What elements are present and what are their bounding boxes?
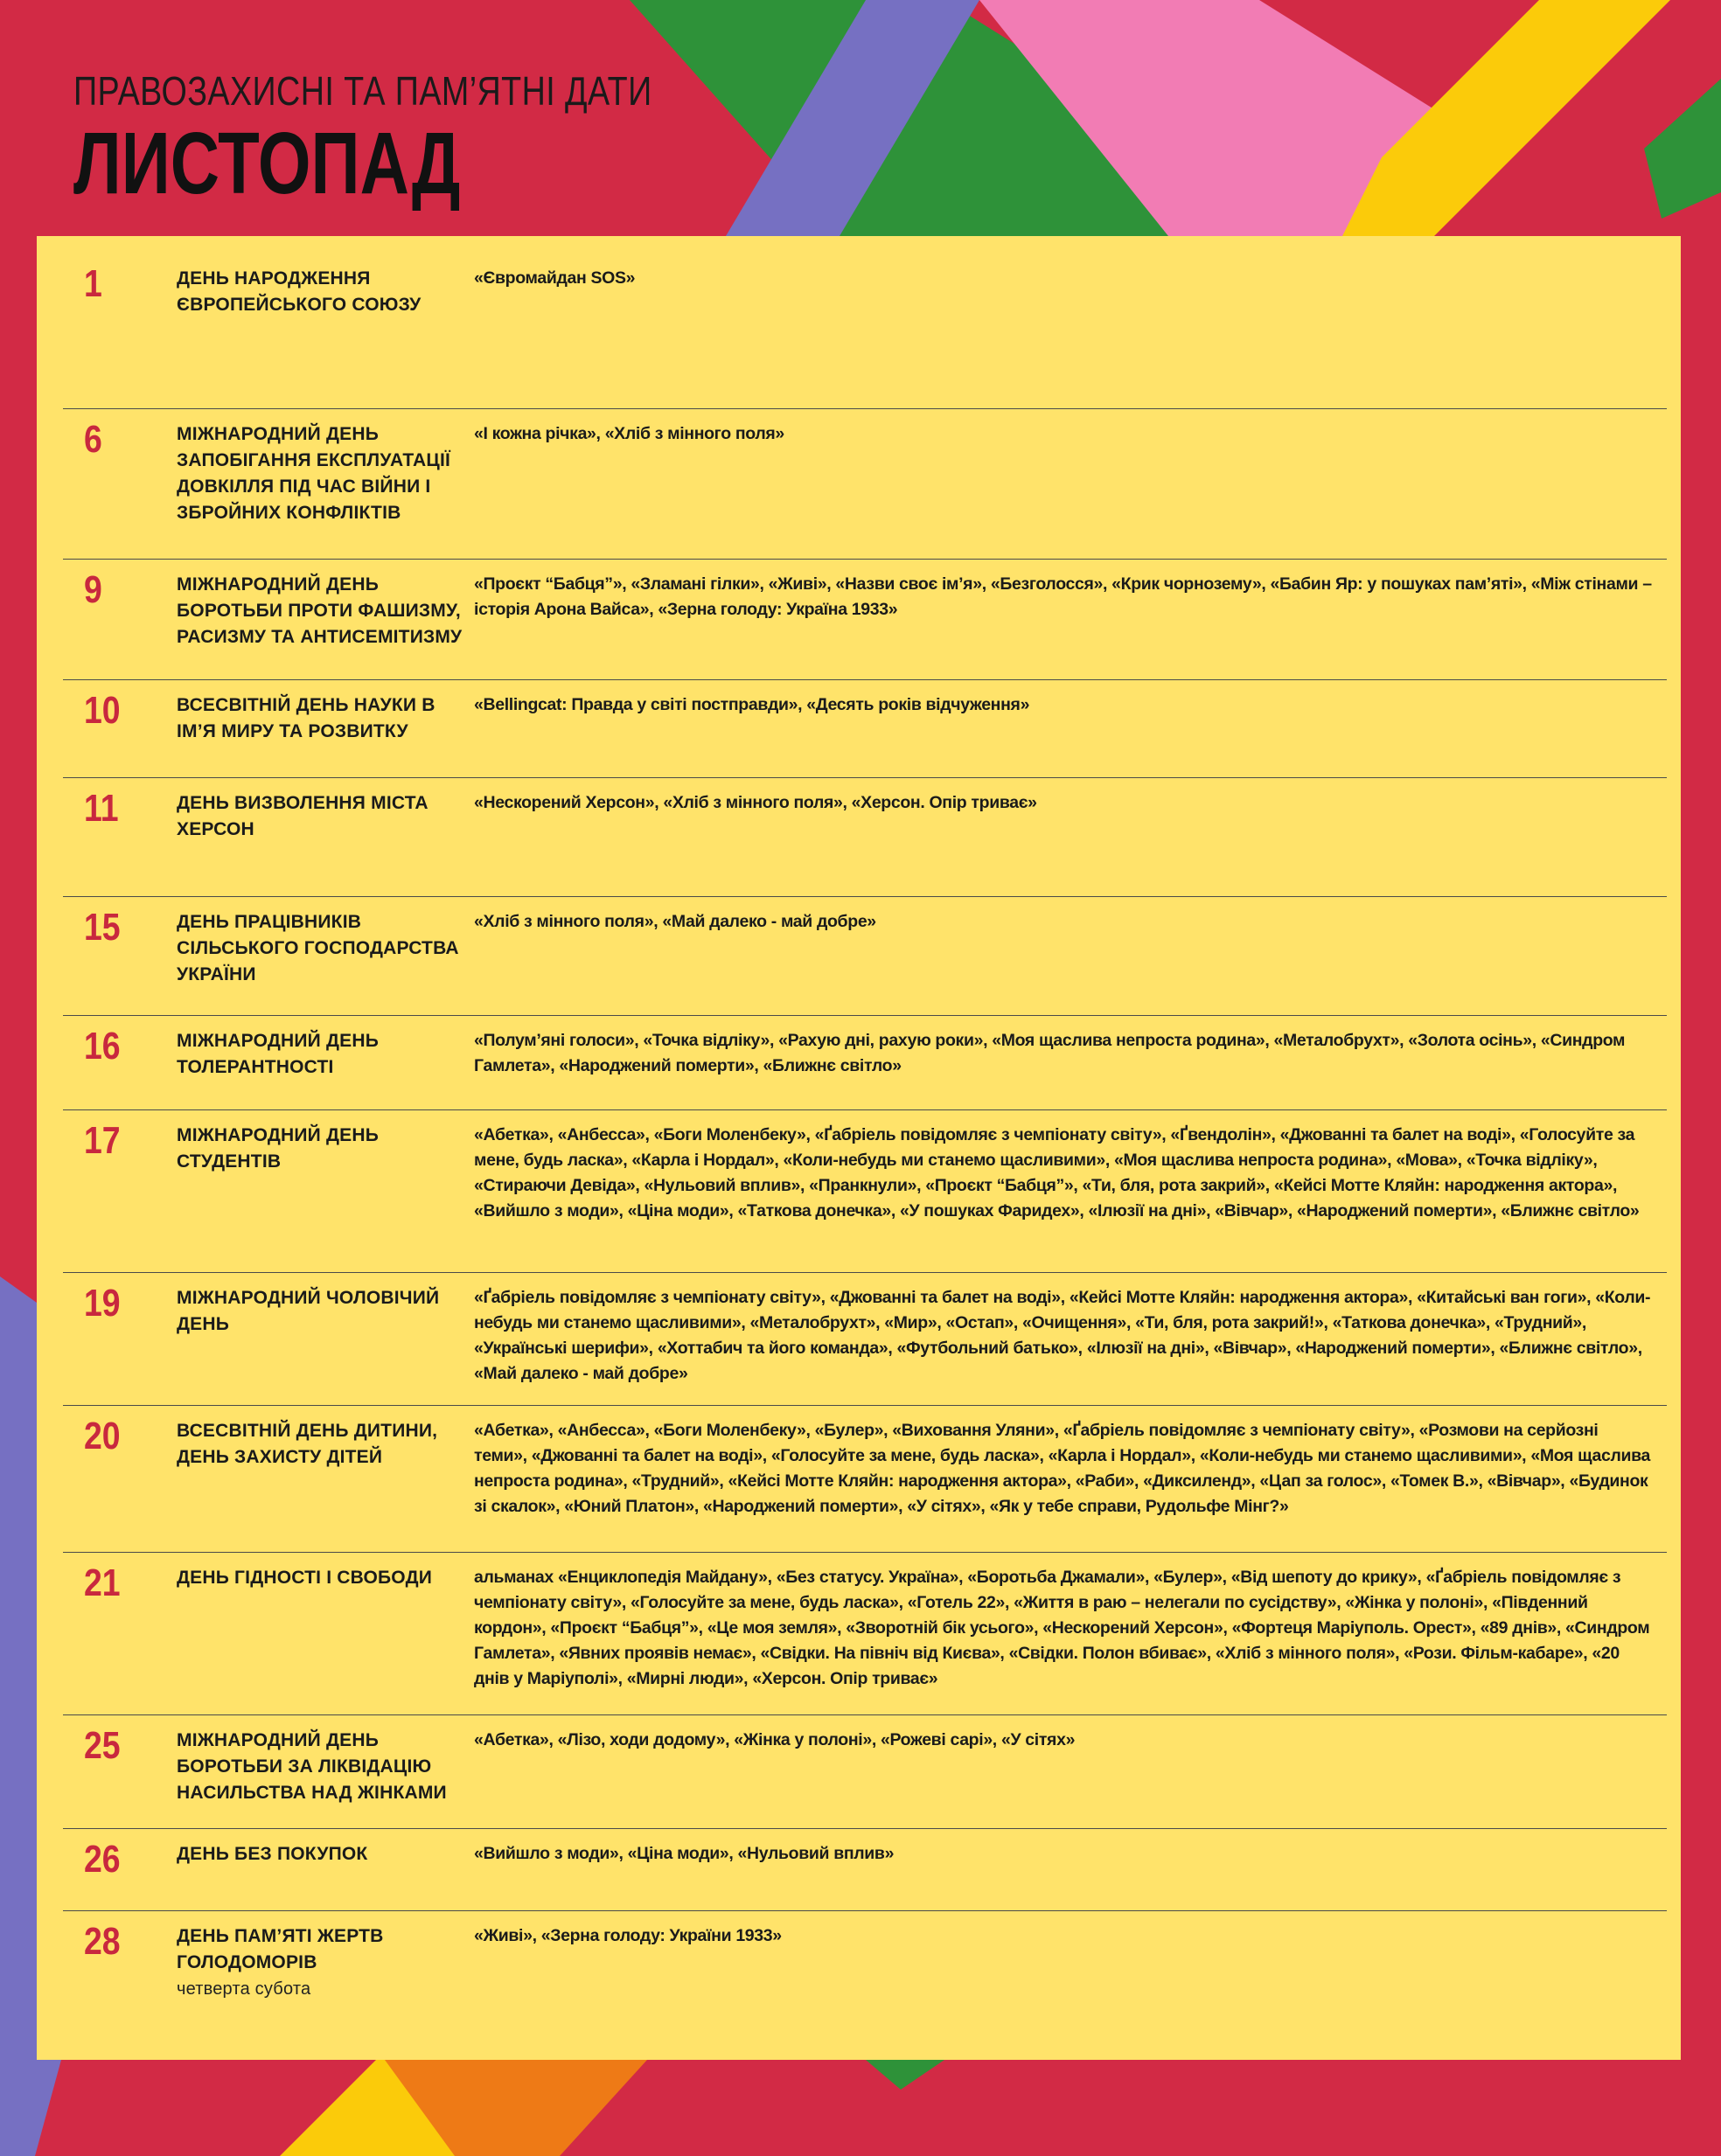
- occasion-title-text: ДЕНЬ ПАМ’ЯТІ ЖЕРТВ ГОЛОДОМОРІВ: [177, 1926, 384, 1972]
- page-subtitle: ПРАВОЗАХИСНІ ТА ПАМ’ЯТНІ ДАТИ: [73, 68, 652, 114]
- table-row: [63, 254, 1667, 409]
- stripe-green-bottom: [866, 2060, 944, 2090]
- day-number: 9: [84, 568, 102, 611]
- occasion-title: ДЕНЬ БЕЗ ПОКУПОК: [177, 1844, 368, 1864]
- occasion-title: МІЖНАРОДНИЙ ДЕНЬ БОРОТЬБИ ЗА ЛІКВІДАЦІЮ НАСИЛЬСТВА НАД ЖІНКАМИ: [177, 1730, 447, 1803]
- table-row: [63, 1553, 1667, 1715]
- film-list: «Bellingcat: Правда у світі постправди», «Десять років відчуження»: [474, 695, 1030, 714]
- film-list: «Абетка», «Анбесса», «Боги Моленбеку», «Ґабріель повідомляє з чемпіонату світу», «Ґвендолін», «Джованні та балет на воді», «Голосуйте за мене, будь ласка», «Карла і Нордал», «Коли-небудь ми станемо щасливими», «Моя щаслива непроста родина», «Мова», «Точка відліку», «Стираючи Девіда», «Нульовий вплив», «Пранкнули», «Проєкт “Бабця”», «Ти, бля, рота закрий», «Кейсі Мотте Кляйн: народження актора», «Вийшло з моди», «Ціна моди», «Таткова донечка», «У пошуках Фаридех», «Ілюзії на дні», «Вівчар», «Народжений померти», «Ближнє світло»: [474, 1125, 1640, 1221]
- table-row: [63, 1273, 1667, 1406]
- table-row: [63, 1715, 1667, 1829]
- occasion-title: ДЕНЬ ВИЗВОЛЕННЯ МІСТА ХЕРСОН: [177, 793, 429, 839]
- film-list: альманах «Енциклопедія Майдану», «Без статусу. Україна», «Боротьба Джамали», «Булер», «Від шепоту до крику», «Ґабріель повідомляє з чемпіонату світу», «Голосуйте за мене, будь ласка», «Готель 22», «Життя в раю – нелегали по сусідству», «Жінка у полоні», «Південний кордон», «Проєкт “Бабця”», «Це моя земля», «Зворотній бік усього», «Нескорений Херсон», «Фортеця Маріуполь. Орест», «89 днів», «Синдром Гамлета», «Явних проявів немає», «Свідки. На північ від Києва», «Свідки. Полон вбиває», «Хліб з мінного поля», «Рози. Фільм-кабаре», «20 днів у Маріуполі», «Мирні люди», «Херсон. Опір триває»: [474, 1568, 1650, 1688]
- table-row: [63, 1110, 1667, 1273]
- day-number: 20: [84, 1415, 121, 1457]
- day-number: 28: [84, 1920, 121, 1963]
- table-row: [63, 1829, 1667, 1911]
- day-number: 21: [84, 1561, 121, 1604]
- film-list: «Полум’яні голоси», «Точка відліку», «Рахую дні, рахую роки», «Моя щаслива непроста родина», «Металобрухт», «Золота осінь», «Синдром Гамлета», «Народжений померти», «Ближнє світло»: [474, 1031, 1626, 1075]
- film-list: «Нескорений Херсон», «Хліб з мінного поля», «Херсон. Опір триває»: [474, 793, 1037, 812]
- film-list: «І кожна річка», «Хліб з мінного поля»: [474, 424, 784, 443]
- table-row: [63, 560, 1667, 680]
- table-row: [63, 1406, 1667, 1553]
- day-number: 26: [84, 1838, 121, 1881]
- table-row: [63, 409, 1667, 560]
- occasion-title: МІЖНАРОДНИЙ ДЕНЬ ТОЛЕРАНТНОСТІ: [177, 1031, 380, 1077]
- film-list: «Проєкт “Бабця”», «Зламані гілки», «Живі», «Назви своє ім’я», «Безголосся», «Крик чорнозему», «Бабин Яр: у пошуках пам’яті», «Між стінами – історія Арона Вайса», «Зерна голоду: Україна 1933»: [474, 574, 1652, 619]
- occasion-title: ДЕНЬ ПРАЦІВНИКІВ СІЛЬСЬКОГО ГОСПОДАРСТВА УКРАЇНИ: [177, 912, 459, 984]
- day-number: 16: [84, 1025, 121, 1068]
- occasion-title: ДЕНЬ ГІДНОСТІ І СВОБОДИ: [177, 1568, 433, 1588]
- occasion-title: МІЖНАРОДНИЙ ДЕНЬ СТУДЕНТІВ: [177, 1125, 380, 1172]
- occasion-title: ВСЕСВІТНІЙ ДЕНЬ ДИТИНИ, ДЕНЬ ЗАХИСТУ ДІТЕЙ: [177, 1421, 438, 1467]
- table-row: [63, 897, 1667, 1016]
- table-row: [63, 778, 1667, 897]
- film-list: «Хліб з мінного поля», «Май далеко - май добре»: [474, 912, 876, 931]
- day-number: 10: [84, 689, 121, 732]
- day-number: 6: [84, 418, 102, 461]
- day-number: 11: [84, 787, 119, 830]
- day-number: 25: [84, 1724, 121, 1767]
- occasion-title: ВСЕСВІТНІЙ ДЕНЬ НАУКИ В ІМ’Я МИРУ ТА РОЗВИТКУ: [177, 695, 435, 741]
- page-title: ЛИСТОПАД: [73, 115, 461, 212]
- day-number: 15: [84, 906, 121, 949]
- occasion-note: четверта субота: [177, 1979, 311, 1999]
- day-number: 17: [84, 1119, 121, 1162]
- film-list: «Ґабріель повідомляє з чемпіонату світу», «Джованні та балет на воді», «Кейсі Мотте Кляйн: народження актора», «Китайські ван гоги», «Коли-небудь ми станемо щасливими», «Металобрухт», «Мир», «Остап», «Очищення», «Ти, бля, рота закрий!», «Таткова донечка», «Трудний», «Українські шерифи», «Хоттабич та його команда», «Футбольний батько», «Ілюзії на дні», «Вівчар», «Народжений померти», «Ближнє світло», «Май далеко - май добре»: [474, 1288, 1651, 1383]
- calendar-panel: [37, 236, 1681, 2060]
- occasion-title: МІЖНАРОДНИЙ ДЕНЬ БОРОТЬБИ ПРОТИ ФАШИЗМУ, РАСИЗМУ ТА АНТИСЕМІТИЗМУ: [177, 574, 463, 647]
- film-list: «Живі», «Зерна голоду: України 1933»: [474, 1926, 782, 1945]
- occasion-title: МІЖНАРОДНИЙ ДЕНЬ ЗАПОБІГАННЯ ЕКСПЛУАТАЦІЇ ДОВКІЛЛЯ ПІД ЧАС ВІЙНИ І ЗБРОЙНИХ КОНФЛІКТІВ: [177, 424, 450, 523]
- stripe-green-right: [1644, 79, 1721, 219]
- occasion-title: МІЖНАРОДНИЙ ЧОЛОВІЧИЙ ДЕНЬ: [177, 1288, 440, 1334]
- film-list: «Євромайдан SOS»: [474, 268, 636, 288]
- film-list: «Вийшло з моди», «Ціна моди», «Нульовий вплив»: [474, 1844, 895, 1863]
- film-list: «Абетка», «Лізо, ходи додому», «Жінка у полоні», «Рожеві сарі», «У сітях»: [474, 1730, 1076, 1749]
- header: [73, 68, 779, 212]
- table-row: [63, 1911, 1667, 2042]
- occasion-title: [177, 1923, 474, 2002]
- day-number: 1: [84, 262, 102, 305]
- table-row: [63, 1016, 1667, 1110]
- table-row: [63, 680, 1667, 778]
- day-number: 19: [84, 1282, 121, 1325]
- occasion-title: ДЕНЬ НАРОДЖЕННЯ ЄВРОПЕЙСЬКОГО СОЮЗУ: [177, 268, 422, 315]
- film-list: «Абетка», «Анбесса», «Боги Моленбеку», «Булер», «Виховання Уляни», «Ґабріель повідомляє з чемпіонату світу», «Розмови на серйозні теми», «Джованні та балет на воді», «Голосуйте за мене, будь ласка», «Карла і Нордал», «Коли-небудь ми станемо щасливими», «Моя щаслива непроста родина», «Трудний», «Кейсі Мотте Кляйн: народження актора», «Раби», «Диксиленд», «Цап за голос», «Томек В.», «Вівчар», «Будинок зі скалок», «Юний Платон», «Народжений померти», «У сітях», «Як у тебе справи, Рудольфе Мінг?»: [474, 1421, 1650, 1516]
